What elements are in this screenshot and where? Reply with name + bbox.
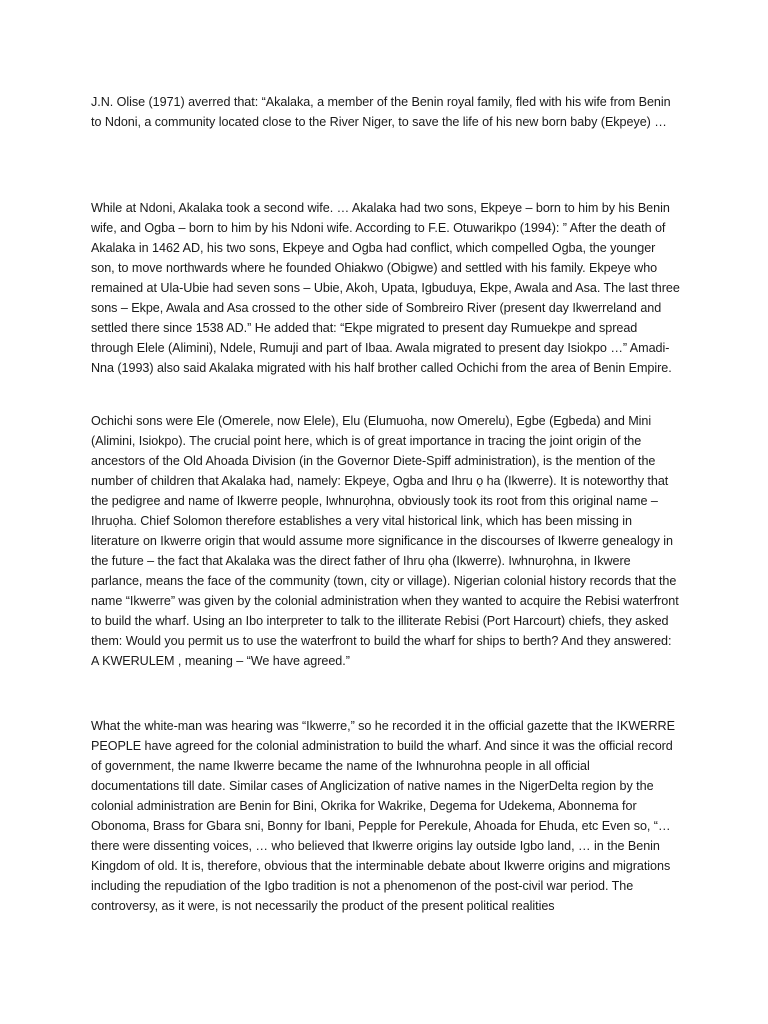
- paragraph-anglicization: What the white-man was hearing was “Ikwerre,” so he recorded it in the official gazette that the IKWERRE PEOPLE have agreed for the colonial administration to build the wharf. And since it was the official record of government, the name Ikwerre became the name of the Iwhnurohna people in all official documentations till date. Similar cases of Anglicization of native names in the NigerDelta region by the colonial administration are Benin for Bini, Okrika for Wakrike, Degema for Udekema, Abonnema for Obonoma, Brass for Gbara sni, Bonny for Ibani, Pepple for Perekule, Ahoada for Ehuda, etc Even so, “… there were dissenting voices, … who believed that Ikwerre origins lay outside Igbo land, … in the Benin Kingdom of old. It is, therefore, obvious that the interminable debate about Ikwerre origins and migrations including the repudiation of the Igbo tradition is not a phenomenon of the post-civil war period. The controversy, as it were, is not necessarily the product of the present political realities: [91, 719, 675, 913]
- paragraph-akalaka-sons: While at Ndoni, Akalaka took a second wife. … Akalaka had two sons, Ekpeye – born to him by his Benin wife, and Ogba – born to him by his Ndoni wife. According to F.E. Otuwarikpo (1994): ” After the death of Akalaka in 1462 AD, his two sons, Ekpeye and Ogba had conflict, which compelled Ogba, the younger son, to move northwards where he founded Ohiakwo (Obigwe) and settled with his family. Ekpeye who remained at Ula-Ubie had seven sons – Ubie, Akoh, Upata, Igbuduya, Ekpe, Awala and Asa. The last three sons – Ekpe, Awala and Asa crossed to the other side of Sombreiro River (present day Ikwerreland and settled there since 1538 AD.” He added that: “Ekpe migrated to present day Rumuekpe and spread through Elele (Alimini), Ndele, Rumuji and part of Ibaa. Awala migrated to present day Isiokpo …” Amadi-Nna (1993) also said Akalaka migrated with his half brother called Ochichi from the area of Benin Empire.: [91, 201, 680, 375]
- paragraph-ochichi-sons: Ochichi sons were Ele (Omerele, now Elele), Elu (Elumuoha, now Omerelu), Egbe (Egbeda) and Mini (Alimini, Isiokpo). The crucial point here, which is of great importance in tracing the joint origin of the ancestors of the Old Ahoada Division (in the Governor Diete-Spiff administration), is the mention of the number of children that Akalaka had, namely: Ekpeye, Ogba and Ihru ọ ha (Ikwerre). It is noteworthy that the pedigree and name of Ikwerre people, Iwhnurọhna, obviously took its root from this original name – Ihruọha. Chief Solomon therefore establishes a very vital historical link, which has been missing in literature on Ikwerre origin that would assume more significance in the discourses of Ikwerre genealogy in the future – the fact that Akalaka was the direct father of Ihru ọha (Ikwerre). Iwhnurọhna, in Ikwere parlance, means the face of the community (town, city or village). Nigerian colonial history records that the name “Ikwerre” was given by the colonial administration when they wanted to acquire the Rebisi waterfront to build the wharf. Using an Ibo interpreter to talk to the illiterate Rebisi (Port Harcourt) chiefs, they asked them: Would you permit us to use the waterfront to build the wharf for ships to berth? And they answered: A KWERULEM , meaning – “We have agreed.”: [91, 414, 679, 668]
- paragraph-olise-quote: J.N. Olise (1971) averred that: “Akalaka, a member of the Benin royal family, fled with his wife from Benin to Ndoni, a community located close to the River Niger, to save the life of his new born baby (Ekpeye) …: [91, 95, 671, 129]
